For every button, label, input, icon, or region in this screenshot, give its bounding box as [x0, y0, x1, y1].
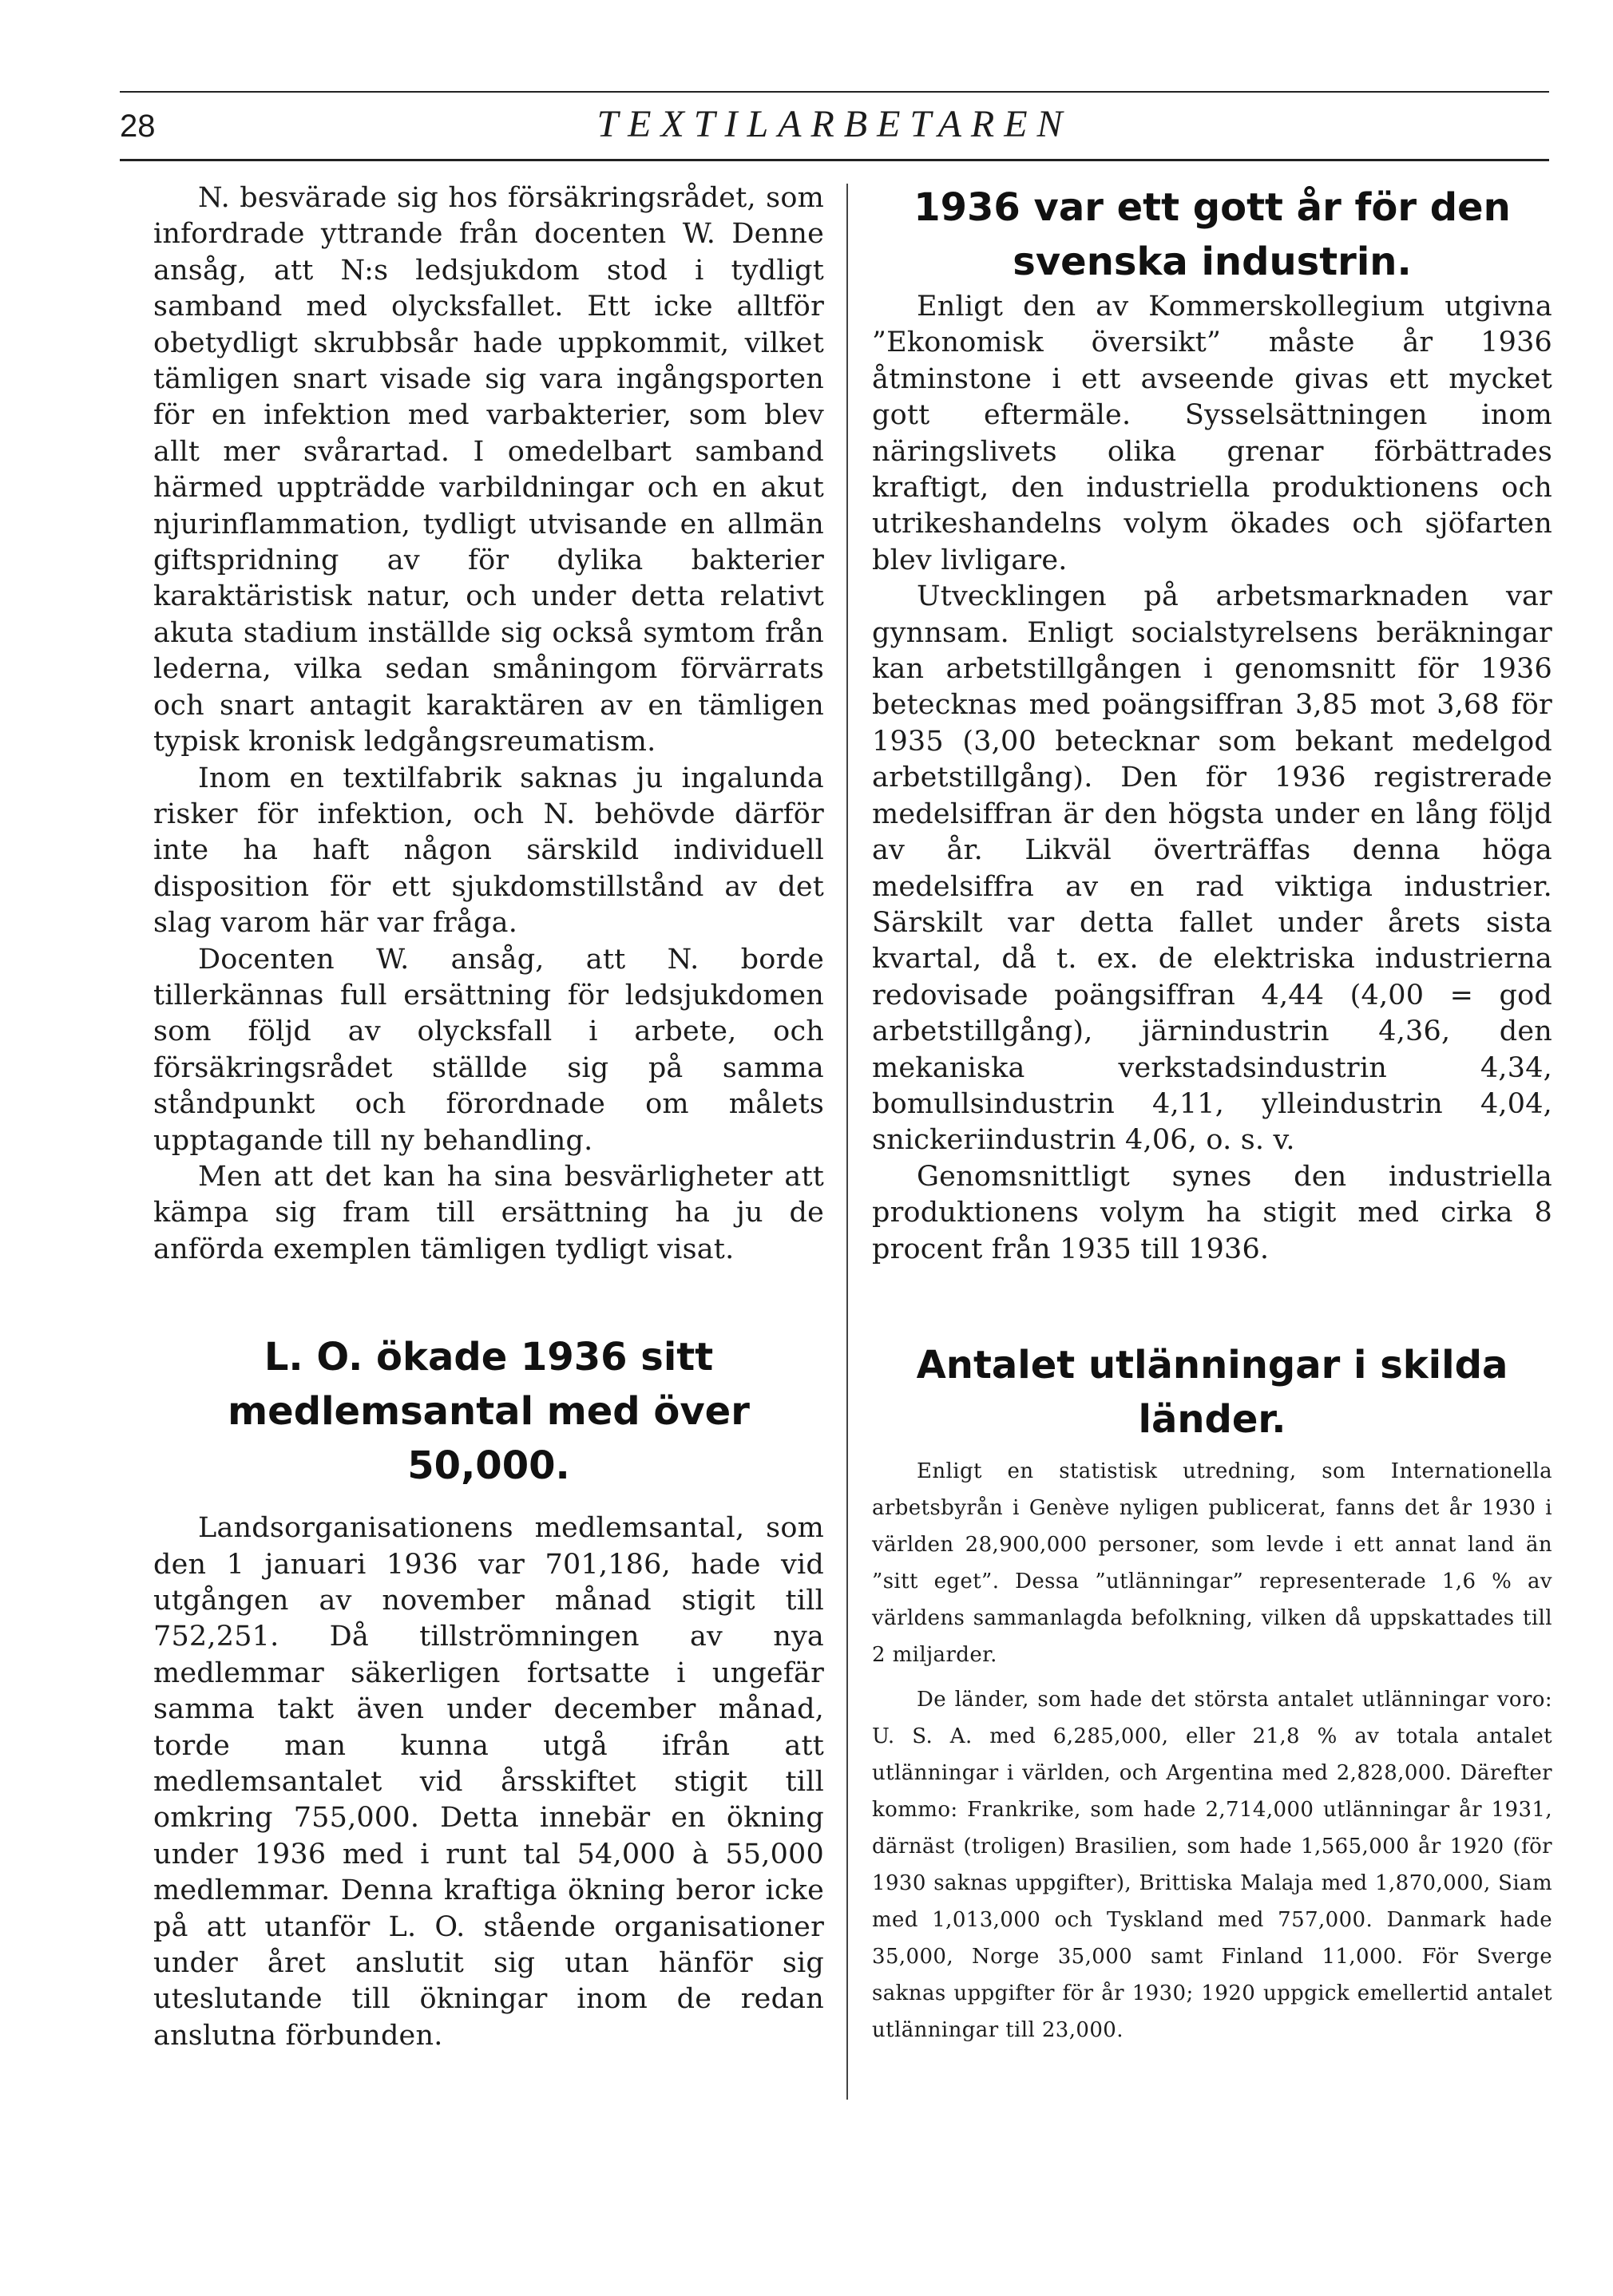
left-paragraph-2: Inom en textilfabrik saknas ju ingalunda risker för infektion, och N. behövde därför inte ha haft någon särskild individuell disposition för ett sjukdomstillstånd av det slag varom här var fråga. [153, 762, 824, 940]
foreigners-paragraph-2: De länder, som hade det största antalet utlänningar voro: U. S. A. med 6,285,000, eller 21,8 % av totala antalet utlänningar i världen, och Argentina med 2,828,000. Därefter kommo: Frankrike, som hade 2,714,000 utlänningar år 1931, därnäst (troligen) Brasilien, som hade 1,565,000 år 1920 (för 1930 saknas uppgifter), Brittiska Malaja med 1,870,000, Siam med 1,013,000 och Tyskland med 757,000. Danmark hade 35,000, Norge 35,000 samt Finland 11,000. För Sverge saknas uppgifter för år 1930; 1920 uppgick emellertid antalet utlänningar till 23,000. [872, 1687, 1552, 2042]
page-number: 28 [120, 109, 156, 144]
column-divider [846, 184, 848, 2100]
left-paragraph-1: N. besvärade sig hos försäkringsrådet, som infordrade yttrande från docenten W. Denne ansåg, att N:s ledsjukdom stod i tydligt samband med olycksfallet. Ett icke alltför obetydligt skrubbsår hade uppkommit, vilket tämligen snart visade sig vara ingångsporten för en infektion med varbakterier, som blev allt mer svårartad. I omedelbart samband härmed uppträdde varbildningar och en akut njurinflammation, tydligt utvisande en allmän giftspridning av för dylika bakterier karaktäristisk natur, och under detta relativt akuta stadium inställde sig också symtom från lederna, vilka sedan småningom förvärrats och snart antagit karaktären av en tämligen typisk kronisk ledgångsreumatism. [153, 182, 824, 758]
header-top-rule [120, 91, 1549, 93]
industry-headline: 1936 var ett gott år för den svenska industrin. [914, 185, 1511, 284]
foreigners-paragraph-1: Enligt en statistisk utredning, som Internationella arbetsbyrån i Genève nyligen publicerat, fanns det år 1930 i världen 28,900,000 personer, som levde i ett annat land än ”sitt eget”. Dessa ”utlänningar” representerade 1,6 % av världens sammanlagda befolkning, vilken då uppskattades till 2 miljarder. [872, 1459, 1552, 1667]
header-bottom-rule [120, 159, 1549, 161]
page-header [120, 91, 1549, 161]
journal-title: TEXTILARBETAREN [596, 103, 1072, 145]
left-paragraph-4: Men att det kan ha sina besvärligheter att kämpa sig fram till ersättning ha ju de anförda exemplen tämligen tydligt visat. [153, 1160, 824, 1265]
left-paragraph-3: Docenten W. ansåg, att N. borde tillerkännas full ersättning för ledsjukdomen som följd av olycksfall i arbete, och försäkringsrådet ställde sig på samma ståndpunkt och förordnade om målets upptagande till ny behandling. [153, 943, 824, 1157]
foreigners-headline: Antalet utlänningar i skilda länder. [916, 1342, 1508, 1442]
industry-paragraph-3: Genomsnittligt synes den industriella produktionens volym ha stigit med cirka 8 procent från 1935 till 1936. [872, 1160, 1552, 1265]
left-column [153, 180, 824, 2054]
industry-paragraph-2: Utvecklingen på arbetsmarknaden var gynnsam. Enligt socialstyrelsens beräkningar kan arbetstillgången i genomsnitt för 1936 betecknas med poängsiffran 3,85 mot 3,68 för 1935 (3,00 betecknar som bekant medelgod arbetstillgång). Den för 1936 registrerade medelsiffran är den högsta under en lång följd av år. Likväl överträffas denna höga medelsiffra av en rad viktiga industrier. Särskilt var detta fallet under årets sista kvartal, då t. ex. de elektriska industrierna redovisade poängsiffran 4,44 (4,00 = god arbetstillgång), järnindustrin 4,36, den mekaniska verkstadsindustrin 4,34, bomullsindustrin 4,11, ylleindustrin 4,04, snickeriindustrin 4,06, o. s. v. [872, 580, 1552, 1157]
lo-membership-headline: L. O. ökade 1936 sitt medlemsantal med över 50,000. [228, 1335, 750, 1489]
industry-paragraph-1: Enligt den av Kommerskollegium utgivna ”Ekonomisk översikt” måste år 1936 åtminstone i ett avseende givas ett mycket gott eftermäle. Sysselsättningen inom näringslivets olika grenar förbättrades kraftigt, den industriella produktionens och utrikeshandelns volym ökades och sjöfarten blev livligare. [872, 291, 1552, 576]
right-column [872, 180, 1552, 2049]
lo-membership-paragraph: Landsorganisationens medlemsantal, som den 1 januari 1936 var 701,186, hade vid utgången av november månad stigit till 752,251. Då tillströmningen av nya medlemmar säkerligen fortsatte i ungefär samma takt även under december månad, torde man kunna utgå ifrån att medlemsantalet vid årsskiftet stigit till omkring 755,000. Detta innebär en ökning under 1936 med i runt tal 54,000 à 55,000 medlemmar. Denna kraftiga ökning beror icke på att utanför L. O. stående organisationer under året anslutit sig utan hänför sig uteslutande till ökningar inom de redan anslutna förbunden. [153, 1512, 824, 2052]
